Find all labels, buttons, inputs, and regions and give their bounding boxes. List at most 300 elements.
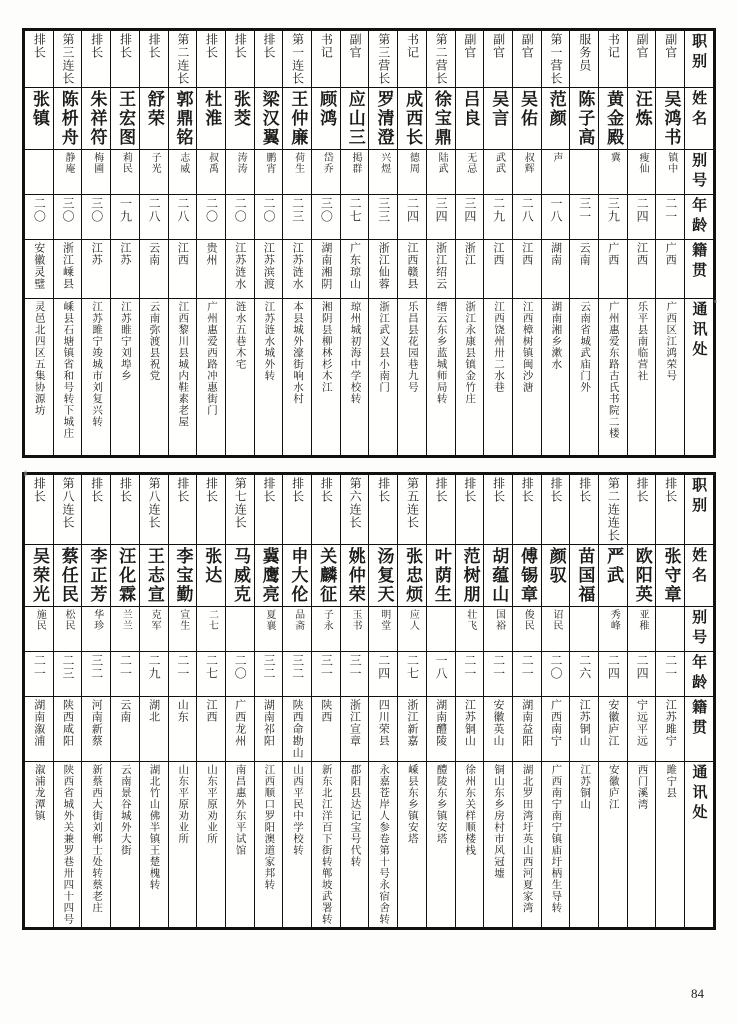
cell-address [398,762,427,928]
cell-name [656,88,685,150]
row-alias [25,607,714,652]
cell-age [455,195,484,240]
cell-native-text: 江西 [520,242,534,266]
cell-title-text: 排长 [577,477,592,503]
cell-title-text: 副官 [462,33,477,59]
cell-alias [312,150,341,195]
cell-native-text: 安徽庐江 [606,699,620,747]
cell-age-text: 三二 [89,654,104,680]
cell-address [484,299,513,456]
cell-age-text: 二七 [204,654,219,680]
cell-alias-text: 德周 [407,152,419,174]
cell-age-text: 二〇 [233,197,248,223]
cell-alias [168,607,197,652]
cell-alias-text: 国裕 [493,609,505,631]
cell-alias [312,607,341,652]
cell-native [168,697,197,762]
cell-native [197,697,226,762]
cell-native-text: 浙江仙蓉 [377,242,391,290]
cell-address [312,762,341,928]
cell-title-text: 第二营长 [434,33,449,85]
cell-address [426,299,455,456]
cell-address [541,299,570,456]
cell-alias [139,607,168,652]
cell-age-text: 二一 [491,654,506,680]
cell-title [627,475,656,545]
cell-title [398,31,427,88]
cell-age [53,195,82,240]
row-header-address [685,299,714,456]
cell-age [398,652,427,697]
cell-address [599,762,628,928]
cell-age [570,195,599,240]
cell-title-text: 书记 [606,33,621,59]
cell-name [656,545,685,607]
cell-title [340,31,369,88]
cell-age [283,652,312,697]
row-header-age-text: 年龄 [690,654,709,694]
cell-age-text: 二一 [663,654,678,680]
cell-name-text: 傅锡章 [516,547,537,604]
row-header-title-text: 职别 [690,33,709,73]
cell-title [426,31,455,88]
cell-native [484,697,513,762]
cell-age-text: 二三 [290,197,305,223]
cell-name-text: 张镇 [29,90,50,128]
cell-native [139,240,168,299]
cell-alias [197,607,226,652]
cell-name-text: 范颜 [545,90,566,128]
cell-title-text: 排长 [548,477,563,503]
cell-address-text: 江西顺口罗阳澳道家邦转 [263,764,276,891]
cell-name [484,88,513,150]
roster-grid-bottom [24,474,714,928]
cell-native [82,697,111,762]
cell-title-text: 排长 [462,477,477,503]
cell-alias [484,607,513,652]
cell-address [570,762,599,928]
cell-alias-text: 瘦仙 [637,152,649,174]
cell-alias-text: 冀 [608,152,620,163]
cell-alias-text: 华珍 [91,609,103,631]
cell-address [168,762,197,928]
cell-native-text: 江西赣县 [405,242,419,290]
row-header-alias [685,150,714,195]
paper-speck [24,470,27,477]
cell-address [340,299,369,456]
cell-alias-text: 兰兰 [120,609,132,631]
cell-age-text: 二一 [175,654,190,680]
cell-alias-text: 叔辉 [522,152,534,174]
cell-name [197,88,226,150]
cell-title-text: 排长 [32,477,47,503]
cell-alias-text: 明堂 [378,609,390,631]
cell-name [570,545,599,607]
cell-age [512,195,541,240]
cell-name [484,545,513,607]
cell-address [25,762,54,928]
cell-age [312,195,341,240]
cell-title-text: 书记 [319,33,334,59]
cell-name-text: 顾鸿 [316,90,337,128]
cell-age [398,195,427,240]
cell-name-text: 胡蕴山 [488,547,509,604]
cell-name [283,545,312,607]
cell-title-text: 副官 [635,33,650,59]
cell-title [197,475,226,545]
cell-alias-text: 子永 [321,609,333,631]
cell-name-text: 应山三 [344,90,365,147]
cell-title-text: 排长 [491,477,506,503]
cell-alias-text: 子光 [149,152,161,174]
cell-name [599,545,628,607]
cell-age [426,652,455,697]
cell-title [168,31,197,88]
cell-address-text: 湘阴县柳林杉木江 [320,301,333,393]
cell-name-text: 吴荣光 [29,547,50,604]
cell-native [82,240,111,299]
cell-address-text: 嵊县石塘镇省和号转下城庄 [62,301,75,439]
cell-native [340,240,369,299]
cell-native-text: 江苏 [118,242,132,266]
cell-age-text: 二六 [577,654,592,680]
cell-address [53,299,82,456]
cell-address [53,762,82,928]
row-header-native-text: 籍贯 [690,242,709,282]
cell-title [369,31,398,88]
cell-title-text: 排长 [261,33,276,59]
cell-native [25,240,54,299]
cell-age-text: 三二 [261,654,276,680]
paper-speck [714,300,717,303]
cell-native-text: 江苏滨渡 [262,242,276,290]
cell-title-text: 第八连长 [61,477,76,529]
cell-title [254,31,283,88]
cell-age-text: 二四 [606,654,621,680]
row-native [25,240,714,299]
cell-native [53,697,82,762]
cell-address-text: 缙云东乡蓝城师局转 [435,301,448,405]
cell-alias-text: 应人 [407,609,419,631]
cell-name [25,88,54,150]
cell-name [283,88,312,150]
cell-name-text: 舒荣 [143,90,164,128]
cell-address-text: 江苏铜山 [579,764,592,810]
cell-native-text: 云南 [118,699,132,723]
row-header-native [685,697,714,762]
cell-native-text: 湖南溆浦 [32,699,46,747]
cell-title-text: 第五连长 [405,477,420,529]
roster-table-top [22,28,716,458]
cell-title [53,475,82,545]
cell-alias [254,150,283,195]
cell-address-text: 云南弥渡县祝党 [148,301,161,382]
cell-title-text: 排长 [376,477,391,503]
cell-age [512,652,541,697]
cell-alias [541,607,570,652]
cell-native-text: 广西龙州 [233,699,247,747]
cell-title [225,31,254,88]
cell-alias-text: 克军 [149,609,161,631]
cell-title-text: 排长 [635,477,650,503]
cell-alias [283,607,312,652]
cell-native [455,697,484,762]
cell-age-text: 二〇 [548,654,563,680]
cell-age-text: 二一 [520,654,535,680]
cell-age-text: 三〇 [61,197,76,223]
cell-address [225,299,254,456]
cell-address-text: 涟水五巷木宅 [234,301,247,370]
cell-age [168,652,197,697]
cell-age [25,652,54,697]
cell-name [455,545,484,607]
cell-age-text: 二〇 [204,197,219,223]
cell-address-text: 广州惠爱东路古氏书院二楼 [607,301,620,439]
cell-alias-text: 静庵 [62,152,74,174]
cell-native [225,697,254,762]
cell-address-text: 湖北竹山佛半镇王楚槐转 [148,764,161,891]
row-name [25,545,714,607]
cell-alias-text: 施民 [34,609,46,631]
cell-alias [25,150,54,195]
cell-age [111,652,140,697]
cell-native [398,697,427,762]
cell-native-text: 湖南湘阴 [319,242,333,290]
cell-native-text: 浙江 [463,242,477,266]
cell-age [455,652,484,697]
cell-title [599,475,628,545]
cell-name [369,88,398,150]
cell-address [283,762,312,928]
cell-alias [111,150,140,195]
cell-title [254,475,283,545]
cell-address-text: 南昌惠外东平试馆 [234,764,247,856]
cell-address-text: 雎宁县 [665,764,678,799]
cell-alias [340,150,369,195]
cell-address-text: 新东北江洋百下街转郸坡武署转 [320,764,333,925]
cell-native-text: 陕西咸阳 [61,699,75,747]
cell-age [225,652,254,697]
cell-address-text: 醴陵东乡镇安塔 [435,764,448,845]
cell-title-text: 排长 [32,33,47,59]
cell-age [484,652,513,697]
cell-native [283,240,312,299]
cell-native-text: 宁远平远 [635,699,649,747]
cell-address-text: 郡阳县达记宝号代转 [349,764,362,868]
cell-age [369,195,398,240]
cell-name [312,88,341,150]
cell-alias-text: 兴煜 [378,152,390,174]
cell-name-text: 李宝勤 [172,547,193,604]
cell-alias-text: 夏襄 [263,609,275,631]
cell-native [111,697,140,762]
row-header-name-text: 姓名 [690,90,709,130]
row-header-name [685,545,714,607]
cell-alias-text: 壮飞 [464,609,476,631]
cell-title [599,31,628,88]
cell-name [168,88,197,150]
row-header-age-text: 年龄 [690,197,709,237]
cell-address-text: 浙江永康县镇金竹庄 [464,301,477,405]
cell-age [599,195,628,240]
cell-age [283,195,312,240]
row-header-alias-text: 别号 [690,609,709,649]
page-number: 84 [691,986,704,1001]
cell-title [25,475,54,545]
cell-age [627,652,656,697]
cell-alias-text: 二七 [206,609,218,631]
cell-address-text: 湖北罗田湾圩英山西河夏家湾 [521,764,534,914]
cell-title [82,31,111,88]
cell-age [197,195,226,240]
cell-title-text: 副官 [663,33,678,59]
cell-age-text: 二一 [462,654,477,680]
cell-title-text: 排长 [204,477,219,503]
cell-title [111,31,140,88]
cell-address-text: 广西区江鸿荣号 [665,301,678,382]
cell-address [369,762,398,928]
cell-native [225,240,254,299]
cell-age [139,195,168,240]
cell-native-text: 四川荣县 [377,699,391,747]
cell-address [225,762,254,928]
cell-age [197,652,226,697]
cell-name [541,545,570,607]
cell-address [570,299,599,456]
cell-name [197,545,226,607]
cell-alias [197,150,226,195]
cell-title-text: 第八连长 [147,477,162,529]
cell-age [82,195,111,240]
cell-native-text: 江苏铜山 [578,699,592,747]
cell-alias [512,150,541,195]
cell-address-text: 安徽庐江 [607,764,620,810]
cell-alias [369,607,398,652]
cell-alias [369,150,398,195]
cell-name [82,88,111,150]
cell-alias-text: 宣生 [177,609,189,631]
cell-age [254,195,283,240]
cell-age-text: 三〇 [89,197,104,223]
cell-native-text: 浙江新嘉 [405,699,419,747]
cell-native-text: 湖南 [549,242,563,266]
cell-alias [426,607,455,652]
cell-name-text: 徐宝鼎 [430,90,451,147]
cell-name [168,545,197,607]
cell-name [82,545,111,607]
cell-native-text: 广西南宁 [549,699,563,747]
cell-alias-text: 俊民 [522,609,534,631]
cell-title-text: 排长 [319,477,334,503]
cell-name-text: 叶荫生 [430,547,451,604]
cell-name-text: 汪化霖 [115,547,136,604]
cell-alias [656,607,685,652]
cell-alias [111,607,140,652]
cell-name-text: 申大伦 [287,547,308,604]
cell-age-text: 三九 [606,197,621,223]
cell-age [340,652,369,697]
cell-age-text: 二一 [118,654,133,680]
cell-native [25,697,54,762]
cell-native-text: 广西 [606,242,620,266]
cell-title-text: 副官 [348,33,363,59]
cell-title [340,475,369,545]
cell-native-text: 湖南祁阳 [262,699,276,747]
cell-address-text: 新蔡西大街刘郸士处转蔡老庄 [91,764,104,914]
cell-age [111,195,140,240]
cell-native-text: 广西 [664,242,678,266]
cell-age [312,652,341,697]
cell-native-text: 江苏雎宁 [664,699,678,747]
cell-native-text: 陕西命勘山 [291,699,305,759]
cell-alias [53,150,82,195]
cell-title [656,475,685,545]
cell-name-text: 吕良 [459,90,480,128]
cell-address [254,762,283,928]
cell-alias-text: 诏民 [550,609,562,631]
cell-age-text: 二一 [663,197,678,223]
row-address [25,299,714,456]
cell-title-text: 第三连长 [61,33,76,85]
cell-name [369,545,398,607]
cell-native-text: 浙江宣章 [348,699,362,747]
cell-address-text: 琼州城初海中学校转 [349,301,362,405]
cell-title-text: 书记 [405,33,420,59]
cell-age-text: 二四 [405,197,420,223]
row-name [25,88,714,150]
cell-title-text: 排长 [520,477,535,503]
cell-address-text: 山西平民中学校转 [292,764,305,856]
cell-native [53,240,82,299]
cell-name-text: 欧阳英 [631,547,652,604]
cell-alias [398,607,427,652]
cell-address [627,299,656,456]
row-header-title [685,475,714,545]
cell-title [455,31,484,88]
cell-age [25,195,54,240]
cell-title [570,475,599,545]
roster-grid-top [24,30,714,456]
row-age [25,195,714,240]
cell-alias-text: 镇中 [665,152,677,174]
cell-name [627,545,656,607]
row-title [25,475,714,545]
cell-title [283,31,312,88]
cell-address [197,299,226,456]
cell-native-text: 云南 [578,242,592,266]
cell-native-text: 江苏 [90,242,104,266]
cell-native-text: 浙江绍云 [434,242,448,290]
cell-name [340,545,369,607]
cell-address [254,299,283,456]
cell-alias [168,150,197,195]
cell-address-text: 江西樟树镇闽沙溏 [521,301,534,393]
cell-address [541,762,570,928]
cell-alias-text: 品斋 [292,609,304,631]
cell-native [398,240,427,299]
cell-alias [512,607,541,652]
cell-title [484,31,513,88]
cell-title [512,31,541,88]
cell-age-text: 三二 [290,654,305,680]
cell-address [111,299,140,456]
cell-address [656,762,685,928]
cell-native-text: 湖北 [147,699,161,723]
cell-alias-text: 梅圃 [91,152,103,174]
cell-title [656,31,685,88]
row-alias [25,150,714,195]
cell-name-text: 张茭 [229,90,250,128]
